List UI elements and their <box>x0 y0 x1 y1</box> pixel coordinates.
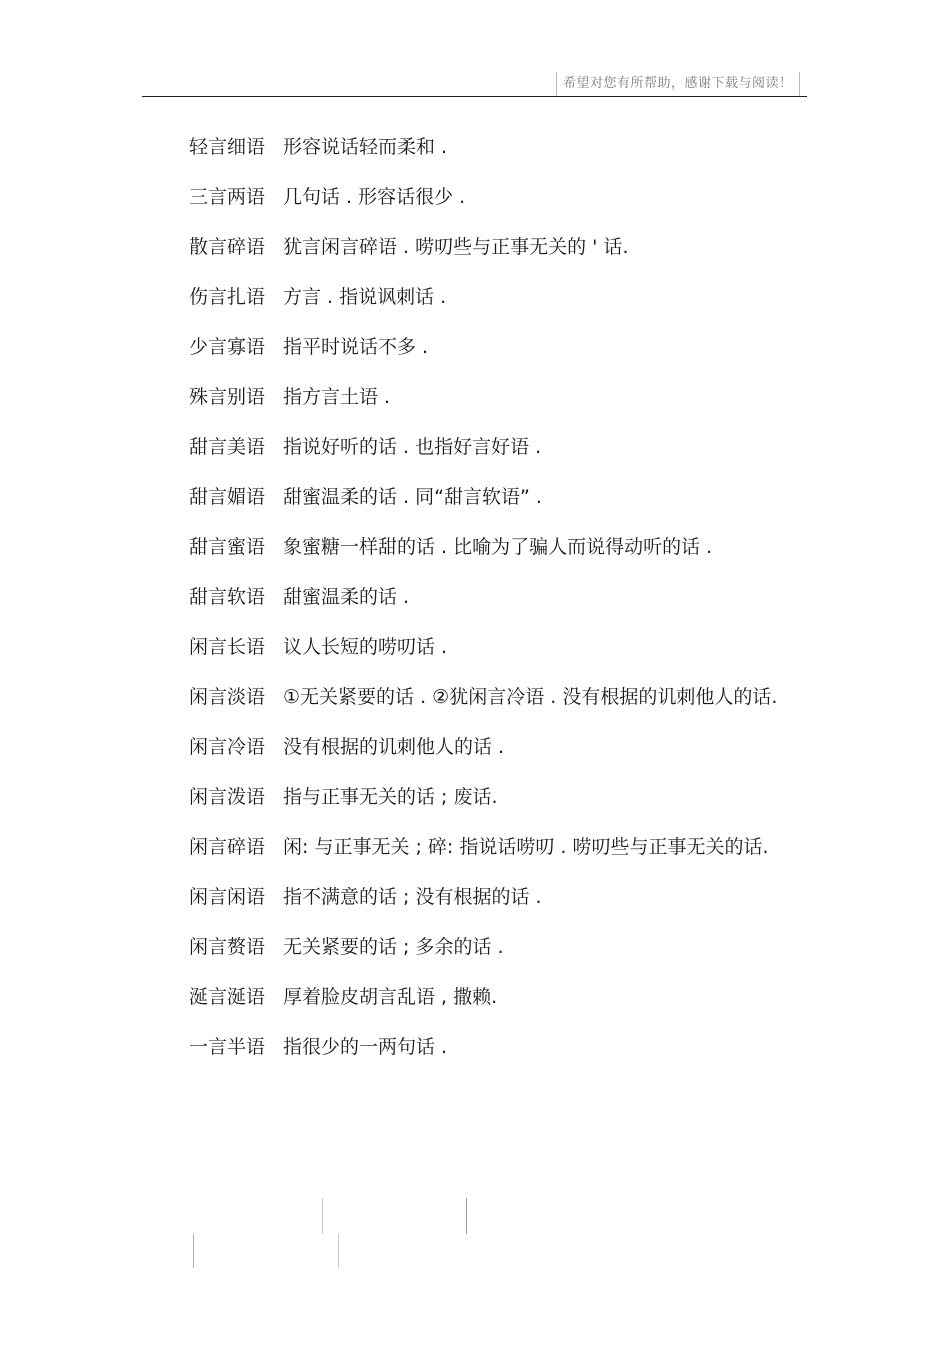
entry-13 <box>142 772 802 822</box>
entry-definition: 指不满意的话 ; 没有根据的话 . <box>283 886 542 908</box>
entry-10 <box>142 622 802 672</box>
entry-11 <box>142 672 802 722</box>
entry-definition: 形容说话轻而柔和 . <box>283 136 448 158</box>
entry-term: 涎言涎语 <box>189 986 266 1008</box>
entry-term: 闲言冷语 <box>189 736 266 758</box>
entry-definition: 闲: 与正事无关 ; 碎: 指说话唠叨 . 唠叨些与正事无关的话. <box>283 836 769 858</box>
entry-1 <box>142 172 802 222</box>
entry-definition: 议人长短的唠叨话 . <box>283 636 448 658</box>
entry-term: 闲言长语 <box>189 636 266 658</box>
decorative-line <box>466 1198 467 1234</box>
entry-4 <box>142 322 802 372</box>
entry-term: 甜言美语 <box>189 436 266 458</box>
entry-definition: 没有根据的讥刺他人的话 . <box>283 736 505 758</box>
decorative-line <box>322 1198 323 1234</box>
entry-term: 殊言别语 <box>189 386 266 408</box>
entry-term: 一言半语 <box>189 1036 266 1058</box>
entry-5 <box>142 372 802 422</box>
entry-definition: 方言 . 指说讽刺话 . <box>283 286 447 308</box>
entry-term: 三言两语 <box>189 186 266 208</box>
entry-definition: 几句话 . 形容话很少 . <box>283 186 466 208</box>
entry-definition: 无关紧要的话 ; 多余的话 . <box>283 936 504 958</box>
entry-term: 轻言细语 <box>189 136 266 158</box>
entry-term: 伤言扎语 <box>189 286 266 308</box>
entry-2 <box>142 222 802 272</box>
header-banner: 希望对您有所帮助，感谢下载与阅读！ <box>556 72 800 96</box>
entry-0 <box>142 122 802 172</box>
entry-term: 闲言碎语 <box>189 836 266 858</box>
entry-term: 甜言软语 <box>189 586 266 608</box>
entry-15 <box>142 872 802 922</box>
entry-3 <box>142 272 802 322</box>
entry-term: 散言碎语 <box>189 236 266 258</box>
entry-definition: 象蜜糖一样甜的话 . 比喻为了骗人而说得动听的话 . <box>283 536 713 558</box>
entry-7 <box>142 472 802 522</box>
entry-definition: 甜蜜温柔的话 . 同“甜言软语” . <box>283 486 542 508</box>
entry-definition: 指与正事无关的话 ; 废话. <box>283 786 498 808</box>
entry-definition: 厚着脸皮胡言乱语 , 撒赖. <box>283 986 498 1008</box>
entry-12 <box>142 722 802 772</box>
entry-definition: 指说好听的话 . 也指好言好语 . <box>283 436 542 458</box>
entry-definition: 指平时说话不多 . <box>283 336 429 358</box>
entry-term: 少言寡语 <box>189 336 266 358</box>
entry-definition: 指方言土语 . <box>283 386 391 408</box>
entry-term: 甜言蜜语 <box>189 536 266 558</box>
entry-term: 闲言泼语 <box>189 786 266 808</box>
entry-term: 闲言淡语 <box>189 686 266 708</box>
entry-9 <box>142 572 802 622</box>
entry-14 <box>142 822 802 872</box>
entry-definition: 甜蜜温柔的话 . <box>283 586 410 608</box>
entry-18 <box>142 1022 802 1072</box>
entry-definition: 指很少的一两句话 . <box>283 1036 448 1058</box>
entry-list <box>142 122 802 1072</box>
entry-term: 闲言闲语 <box>189 886 266 908</box>
header-rule <box>142 96 807 97</box>
entry-6 <box>142 422 802 472</box>
entry-16 <box>142 922 802 972</box>
entry-definition: ①无关紧要的话 . ②犹闲言冷语 . 没有根据的讥刺他人的话. <box>283 686 778 708</box>
entry-term: 甜言媚语 <box>189 486 266 508</box>
entry-17 <box>142 972 802 1022</box>
decorative-line <box>193 1234 194 1268</box>
entry-definition: 犹言闲言碎语 . 唠叨些与正事无关的 ' 话. <box>283 236 629 258</box>
entry-term: 闲言赘语 <box>189 936 266 958</box>
decorative-line <box>338 1234 339 1268</box>
entry-8 <box>142 522 802 572</box>
